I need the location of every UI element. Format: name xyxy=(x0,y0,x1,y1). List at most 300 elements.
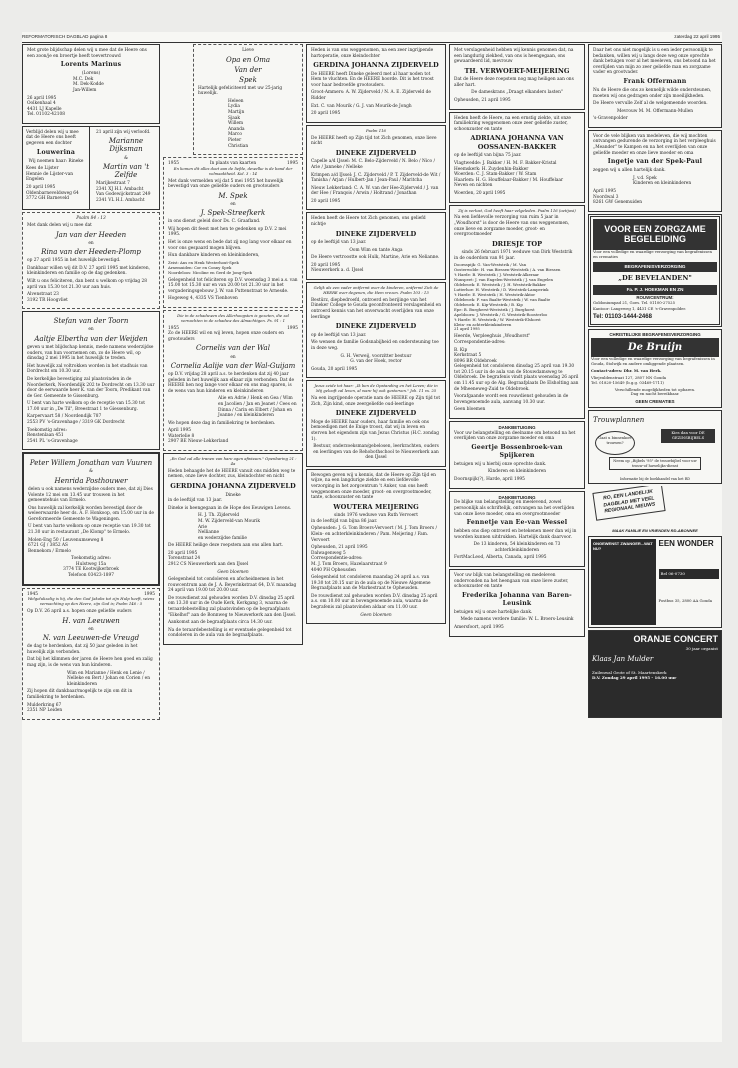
notice-header: In plaats van kaarten xyxy=(209,161,257,167)
thanks-wessel xyxy=(449,491,585,567)
notice-text: Wilt u ons feliciteren, dan bent u welkom op vrijdag 28 april van 15.30 tot 21.30 uur aan huis. xyxy=(27,279,148,290)
kid-name: Marco xyxy=(228,132,243,138)
notice-name: Louwerina xyxy=(36,148,76,156)
notice-date: 20 april 1995 xyxy=(311,262,341,268)
notice-amp: en xyxy=(230,354,236,360)
greeting-title: Van der xyxy=(234,65,262,74)
notice-verse: Zij is verlost, God heeft haar velgeleden. Psalm 116 (oetijosi) xyxy=(458,207,576,213)
year-end: 1995 xyxy=(287,325,298,331)
obituary-dineke-uncle xyxy=(306,212,446,280)
notice-name: N. van Leeuwen-de Vreugd xyxy=(42,634,140,643)
address-line: Tel. 01102-42108 xyxy=(27,112,65,118)
family-line: Klein- en achterkleinkinderen xyxy=(454,321,512,327)
thanks-spek-paul xyxy=(588,130,722,212)
ad-headline: ONGEWENST ZWANGER...WAT NU? xyxy=(591,539,656,625)
notice-subname: (Lorens) xyxy=(81,71,101,77)
family-line: Zeist: Ans en Henk Westerhout-Spek xyxy=(168,259,239,265)
ad-text: MAAK FAMILIE EN VRIENDEN RD-ABONNEE xyxy=(612,527,698,533)
children-list: Wim en Marianne / Henk en Lenie / Nelleke en Bert / Johan en Corien / en kleinkinderen xyxy=(67,670,150,687)
ad-callout xyxy=(609,457,701,470)
notice-intro: Bestürz, diepbedroefd, ontroerd en berijinge van het Dineker College te Gouda geconfronteerd verslagenheid en ontroerd kennis van het onverwacht overlijden van onze leerlinge xyxy=(311,297,441,320)
family-line: Epe: B. Burgherst-Weststrik / J. Burghorst xyxy=(454,306,535,312)
family-line: Krimpen a/d IJssel: J. C. Zijderveld / P. T. Zijderveld-de Wit / Tanisha / Arjan / Hulbert-Jan / Jean-Paul / Maritcha xyxy=(311,172,441,184)
address-line: Toekomstig adres: xyxy=(27,427,67,433)
notice-verse: Psalm 116 xyxy=(366,127,386,133)
address-line: 3192 TR Hoogvliet xyxy=(27,297,68,303)
kid-name: Sjaak xyxy=(228,115,241,121)
bible-box xyxy=(661,429,715,443)
ad-title: Trouwplannen xyxy=(593,416,645,425)
notice-name: M. Spek xyxy=(218,191,248,200)
notice-name: DINEKE ZIJDERVELD xyxy=(335,148,417,157)
family-line: M. W. Zijderveld-van Mourik xyxy=(198,518,261,524)
address-line: Hogeweg 4, 4335 VS Tienhoven xyxy=(168,296,238,302)
family-line: Oldebroek: E. Weststrik / J. H. Weststrik-Bakker xyxy=(454,282,546,288)
notice-name: Cornelia Aalije van der Wal-Guijam xyxy=(170,362,296,371)
notice-date: Heerde, Verpleeghuis „Woudhorst" xyxy=(454,334,531,340)
family-line: Oldebroek: F. van Baalte-Weststrik / W. van Baalte xyxy=(454,296,551,302)
notice-date: April 1995 xyxy=(593,188,616,194)
page-header xyxy=(22,32,722,43)
kid-name: Martijn xyxy=(228,110,245,116)
address-line: Oolkenhaal 4 xyxy=(27,101,56,107)
newspaper-page xyxy=(22,32,722,1042)
notice-text: delen u ook namens wederzijdse ouders mee, dat zij Dies Volente 12 mei om 13.45 uur trouwen in het gemeentehuis van Ermelo. xyxy=(28,486,153,504)
address-line: Torenstraat 24 xyxy=(168,556,201,562)
address-line: Renstenlaan 451 xyxy=(27,433,64,439)
notice-date: 20 april 1995 xyxy=(168,550,198,556)
family-line: Arnemuiden: Cor en Conny Spek xyxy=(168,264,232,270)
parent-line: Hennie de Lijster-van Engelen xyxy=(26,171,74,183)
year-start: 1955 xyxy=(168,325,179,331)
ad-banner: VOOR EEN ZORGZAME BEGELEIDING xyxy=(593,219,717,251)
notice-amp: & xyxy=(124,155,128,161)
ad-bar: CHRISTELIJKE BEGRAFENISVERZORGING xyxy=(609,332,701,338)
address-line: 2341 VL H.I. Ambacht xyxy=(96,197,145,203)
notice-text: in de ouderdom van 91 jaar. xyxy=(454,255,516,261)
notice-text: zeggen wij u allen hartelijk dank. xyxy=(593,168,666,174)
notice-text: Gelegenheid tot condoleren maandag 24 april a.s. van 19.30 tot 20.15 uur in de aula op de Nieuwe Algemene Begraafplaats aan de Markestraat te Opheusden. xyxy=(311,575,431,592)
notice-date: Amersfoort, april 1995 xyxy=(454,625,504,631)
notice-name: Geertje Bossenbroek-van Spijkeren xyxy=(471,443,563,459)
notice-text: Gelegenheid tot feliciteren op D.V. woensdag 3 mei a.s. van 15.00 tot 15.30 uur en van 20.00 tot 21.30 uur in het vergaderingsgebouw J. W. van Puttenstraat te Arnesde. xyxy=(168,277,298,294)
ad-bevelanden xyxy=(588,214,722,327)
obituary-driesje xyxy=(449,205,585,419)
address-line: Toekomstig adres: xyxy=(71,556,111,562)
notice-verse: Gelijk als een vader ontfermt over de kinderen, ontfermt Zich de HEERE over degenen, die Hem vrezen. Psalm 103 : 13 xyxy=(313,285,439,295)
notice-text: De kerkelijke bevestiging zal plaatsvinden in de Noorderkerk, Noordendijk 202 te Dordrecht om 13.30 uur door de eerwaarde heer K. van der Toorn, Predikant van de Ger. Gemeente te Gissenburg. xyxy=(27,376,155,399)
anniversary-notice-heeden xyxy=(22,212,160,310)
family-line: Nieuw Lekkerland: C. A. W. van der Hee-Zijderveld / J. van der Hee / Franqois / Arwin / Holtrand / Jonathan xyxy=(311,185,439,197)
notice-name: Frederika Johanna van Baren-Leusink xyxy=(462,591,572,607)
ad-title: ORANJE CONCERT xyxy=(633,634,718,645)
notice-text: in de leeftijd van bijna 86 jaar. xyxy=(311,518,378,524)
notice-intro: Heden is van ons weggenomen, na een zeer ingrijpende hartoperatie, onze kleindochter xyxy=(311,48,434,59)
signatory: Kinderen en kleinkinderen xyxy=(633,181,692,187)
year-end: 1995 xyxy=(144,591,155,597)
address-line: Marijkestraat 7 xyxy=(96,181,130,187)
notice-text: We hopen deze dag in familiekring te herdenken. xyxy=(168,420,276,426)
address-line: Waterlelie 8 xyxy=(168,433,195,439)
notice-text: op 27 april 1955 in het huwelijk bevestigd. xyxy=(27,258,121,264)
column-5 xyxy=(588,44,722,1040)
address-line: 4040 PH Opheusden xyxy=(311,567,356,573)
notice-intro: Met verslagenheid hebben wij kennis genomen dat, na een langdurig ziekbed, van ons is heengegaan, ons gewaardeerd lid, mevrouw xyxy=(454,48,574,65)
family-line: 't Harde: B. Weststrik / J. Weststrik-Alkeraar xyxy=(454,272,539,278)
family-line: Nellianne xyxy=(198,530,220,536)
ad-stamp: RO, EEN LANDELIJK DAGBLAD MET VEEL REGIONAAL NIEUWS xyxy=(592,486,665,521)
birth-notice-marinus xyxy=(22,44,160,124)
anniversary-notice-spek xyxy=(163,157,303,308)
family-line: Heemskerk: H. Zuydenhin-Bakker xyxy=(454,166,529,172)
address-line: Alvenstraat 23 xyxy=(27,292,59,298)
notice-text: Na de teraardebestelling is er eventuele gelegenheid tot condoleren in de aula van de begraafplaats. xyxy=(168,627,292,639)
greeting-title: Opa en Oma xyxy=(225,55,271,64)
year-start: 1955 xyxy=(168,161,179,167)
notice-name: Ingetje van der Spek-Paul xyxy=(607,158,703,166)
family-line: Neven en nichten xyxy=(454,183,493,189)
ad-subhead: ROUWCENTRUM: xyxy=(636,294,674,300)
ad-bar: BEGRAFENISVERZORGING xyxy=(593,262,717,272)
family-line: 't Harde: E. Weststrik / H. Weststrik-Aktor xyxy=(454,292,536,297)
address-line: 3772 GH Barneveld xyxy=(26,196,70,202)
notice-text: betuigen wij u hierbij onze oprechte dank. xyxy=(454,461,547,467)
ad-logo: De Bruijn xyxy=(591,338,719,357)
notice-name: Peter Willem Jonathan van Vuuren xyxy=(29,459,153,468)
notice-name: DINEKE ZIJDERVELD xyxy=(335,229,417,238)
obituary-dineke-school xyxy=(306,282,446,378)
ad-text: Tel. 01820-15649 (b.g.g. 03469-1711) xyxy=(591,379,664,385)
notice-text: Gelegenheid tot condoleren en afscheidnemen in het rouwcentrum aan de J. A. Beyerinkstraat 64, D.V. maandag 24 april van 19.00 tot 20.00 uur. xyxy=(168,577,297,594)
notice-intro: Met dank delen wij u mee dat xyxy=(27,223,92,229)
kid-name: Willem xyxy=(228,121,244,127)
notice-text: Aankomst aan de begraafplaats circa 14.30 uur. xyxy=(168,620,273,626)
notice-name: TH. VERWOERT-MEIJERING xyxy=(464,66,570,75)
family-line: 't Harde: H. Weststrik / W. Weststrik-Elshorst xyxy=(454,316,541,322)
notice-intro: Op D.V. 26 april a.s. hopen onze geliefde ouders xyxy=(27,609,132,615)
ad-text: Contact-adres: Dhr. M. van Herk. xyxy=(591,367,662,373)
anniversary-notice-wal xyxy=(163,310,303,451)
ad-text: Voor een volledige en waardige verzorging van begrafenissen in Gouda, Stolwijk en andere omliggende plaatsen. xyxy=(591,355,715,366)
notice-intro: Verblijd delen wij u mee dat de Heere ons heeft gegeven een dochter xyxy=(26,129,79,146)
family-line: Apeldoorn: J. Weststrik / G. Weststrik-Roosterloo xyxy=(454,311,548,317)
ad-text: Vliejeuldenstraat 127, 2807 NN Gouda xyxy=(591,374,667,380)
notice-text: U bent van harte welkom op de receptie van 15.30 tot 17.00 uur in „De Til", Breestraat 1 te Giessenburg. xyxy=(27,401,146,412)
address-line: 8096 BR Oldebroek xyxy=(454,358,497,364)
column-2 xyxy=(163,44,303,1040)
family-line: Doornspijk: G. Van-Weststrik / M. Van xyxy=(454,262,527,268)
family-line: Ext. C. van Mourik / G. J. van Mourik-de Jongh xyxy=(311,103,412,109)
notice-name: WOUTERA MEIJERING xyxy=(333,502,419,511)
notice-verse: En komen dit alles doet aan de liefde, dewelke is de band der volmaaktheid. Kol. 3 : 14 xyxy=(173,165,293,176)
address-line: Oldenbarneveldsweg 64 xyxy=(26,190,79,196)
ad-phone: Bel 06-0730 xyxy=(659,569,720,578)
parent-line: Kees de Lijster xyxy=(26,166,59,172)
notice-date: Doornspijk(?), Harde, april 1995 xyxy=(454,477,525,483)
ad-text: Gaat u binnenkort trouwen? xyxy=(598,436,632,445)
notice-name: DINEKE ZIJDERVELD xyxy=(335,409,417,418)
no-flowers-note: Geen bloemen xyxy=(217,569,249,575)
notice-verse: „En God zal alle tranen van hare ogen afwissen." Openbaring 21 : 4a xyxy=(169,456,297,466)
thanks-title: DANKBETUIGING xyxy=(498,424,536,430)
notice-text: Zij hopen dit dankbaar/mogelijk te zijn om dit in familiekring te herdenken. xyxy=(27,689,133,700)
notice-date: Opheusden, 21 april 1995 xyxy=(454,98,511,104)
children-list: Alie en Adrie / Henk en Gea / Wim en Jacolien / Jan en Jeanet / Cees en Dinna / Carin en Elbert / Johan en Joanne / en kleinkinderen xyxy=(218,396,297,419)
notice-text: Dineke is heengegaan in de Hope des Eeuwigen Levens. xyxy=(168,505,292,511)
address-line: Mulderkring 67 xyxy=(27,702,62,708)
column-4 xyxy=(449,44,585,1040)
notice-name: ADRIANA JOHANNA VAN OOSSANEN-BAKKER xyxy=(470,134,564,151)
notice-intro: Voor uw blijk van belangstelling en medeleven ondervonden na het heengaan van onze lieve zuster, schoonzuster en tante xyxy=(454,573,569,590)
ad-text: Informatie bij de boekhandel van het RD xyxy=(620,476,690,481)
notice-text: in ons dienst geleid door Ds. C. Graafland. xyxy=(168,219,261,225)
address-line: 3774 TE Kootwijkerbroek xyxy=(63,567,119,573)
notice-text: Ons huwelijk zal kerkelijk worden bevestigd door de weleerwaarde heer ds. A. F. Honkoop, om 15.00 uur in de Gereformeerde Gemeente te Wageningen. xyxy=(28,505,154,522)
notice-name: Stefan van der Toorn xyxy=(53,317,129,326)
notice-intro: 21 april zijn wij verloofd. xyxy=(96,129,151,135)
ad-artist: Klaas Jan Mulder xyxy=(592,654,654,663)
notice-date: 26 april 1995 xyxy=(27,95,57,101)
signatory: Mede namens verdere familie: W. L. Broers-Leusink xyxy=(460,617,574,623)
notice-text: De HEERE heilige deze roepstem aan ons allen hart. xyxy=(168,543,284,549)
notice-amp: en xyxy=(88,626,94,632)
notice-name: DINEKE ZIJDERVELD xyxy=(335,322,417,331)
ad-title: EEN WONDER xyxy=(658,539,714,549)
notice-text: De Heere vervulle Zelf al de welgemeende woorden. xyxy=(593,101,708,107)
paper-name: REFORMATORISCH DAGBLAD pagina 8 xyxy=(22,34,108,39)
notice-amp: en xyxy=(230,201,236,207)
ad-text: Kantoor: Langeweg 1, 4431 CE 's-Gravenpolder. xyxy=(593,306,687,312)
ad-text: 30 jaar organist xyxy=(685,645,718,651)
notice-text: de dag te herdenken, dat zij 50 jaar geleden in het huwelijk zijn verbonden. xyxy=(27,644,138,655)
notice-intro: Zo de HEERE wil en wij leven, hopen onze ouders en grootouders xyxy=(168,331,284,342)
wedding-notice-toorn xyxy=(22,311,160,450)
signatory: Mevrouw M. M. Offermann-Mullen xyxy=(616,108,694,114)
family-line: Lutterhoe: H. Weststrik / D. Weststrik-Lamperink xyxy=(454,287,549,293)
notice-text: De HEERE heeft Dineke geleerd met al haar noden tot Hem te vluchten. En de HEERE hoorde. Dit is het troost voor haar bedroefde grootouders. xyxy=(311,71,434,88)
address-line: Molen-Eng 50 / Leuvenumseweg 8 xyxy=(28,537,104,543)
wedding-notice-peter xyxy=(22,452,160,585)
obituary-gerdina-parents xyxy=(163,453,303,645)
notice-date: Gouda, 20 april 1995 xyxy=(311,366,358,372)
address-line: Karpervaart 58 / Noordendijk 787 xyxy=(27,414,102,420)
kid-name: Heleen xyxy=(228,98,244,104)
notice-amp: en xyxy=(88,327,94,333)
notice-date: April 1995 xyxy=(168,428,191,434)
family-line: H. J. Th. Zijderveld xyxy=(198,513,240,519)
notice-date: 20 april 1995 xyxy=(311,198,341,204)
ad-trouwplannen xyxy=(588,410,722,484)
family-line: Oosterwolde: H. van Biessen-Weststrik / A. van Biessen xyxy=(454,267,561,273)
family-line: Haarlem: H. G. Houffelaar-Bakker / M. Houffelaar xyxy=(454,177,564,183)
notice-text: betuigen wij u onze hartelijke dank. xyxy=(454,609,533,615)
notice-intro: Bewogen geven wij u kennis, dat de Heere op Zijn tijd en wijze, na een langdurige ziekte en een liefdevolle verzorging in het zorgcentrum 't Anker, van ons heeft weggenomen onze moeder, groot- en overgrootmoeder, tante, schoonzuster en tante xyxy=(311,472,436,501)
ad-company: „DE BEVELANDEN" xyxy=(618,274,692,283)
notice-intro: Met grote blijdschap delen wij u mee dat de Heere ons een zoon/je en broertje heeft toevertrouwd xyxy=(27,48,147,59)
year-start: 1945 xyxy=(27,591,38,597)
ad-phone: Tel: 01103-1444-2468 xyxy=(593,314,652,321)
notice-text: Moge de HEERE haar ouders, haar familie en ook ons bemoedigen met de Enige troost, dat wij in leven en sterven het eigendom zijn van Jezus Christus (H.C. zondag 1). xyxy=(311,419,439,442)
notice-name: GERDINA JOHANNA ZIJDERVELD xyxy=(170,482,296,491)
family-line: Groot-Ammers: A. W. Zijderveld / N. A. E. Zijderveld de Ridder xyxy=(311,90,431,102)
notice-subname: sinds 26 februari 1971 weduwe van Dirk Weststrik xyxy=(461,250,573,256)
notice-amp: en xyxy=(88,240,94,246)
greeting-title: Spek xyxy=(239,75,257,84)
notice-intro: De blijke van belangstelling en meelevend, zowel persoonlijk als schriftelijk, ontvangen na het overlijden van onze lieve moeder, oma en overgrootmoeder xyxy=(454,500,575,517)
notice-text: Dat bij het klimmen der jaren de Heere hen goed en zalig mag zijn, is de wens van hun kinderen. xyxy=(27,657,153,669)
notice-name: Fennetje van Ee-van Wessel xyxy=(466,519,568,527)
address-line: Noordwal 3 xyxy=(593,194,619,200)
address-line: Telefoon 03423-1897 xyxy=(68,573,114,579)
notice-text: in de leeftijd van 13 jaar. xyxy=(168,498,223,504)
notice-subname: Dineke xyxy=(225,492,241,498)
notice-verse: Welgelukzalig is hij, die den God Jakobs tot zijn Hulp heeft, wiens verwachting op den Heere, zijn God is; Psalm 146 : 5 xyxy=(27,596,155,607)
notice-text: op de leeftijd van bijna 75 jaar. xyxy=(454,153,522,159)
notice-date: 20 april 1995 xyxy=(311,111,341,117)
signatory: G. van der Hoek, rector xyxy=(350,359,402,365)
notice-intro: De HEERE heeft op Zijn tijd tot Zich genomen, onze lieve nicht xyxy=(311,135,437,147)
no-flowers-note: Geen bloemen xyxy=(360,612,392,618)
notice-name: GERDINA JOHANNA ZIJDERVELD xyxy=(313,61,439,70)
birth-notice-louwerina xyxy=(23,127,90,209)
notice-intro: Met dank vermelden wij dat 5 mei 1955 het huwelijk bevestigd van onze geliefde ouders en grootouders xyxy=(168,178,284,190)
notice-text: De rouwdienst zal gehouden worden D.V. dinsdag 25 april a.s. om 10.00 uur in bovengenoemde aula, waarna de begrafenis zal plaatsvinden aldaar om 11.00 uur. xyxy=(311,593,438,610)
kid-name: Lydia xyxy=(228,104,240,110)
family-line: Noordeloos: Nicoline en Gerd de Jong-Spek xyxy=(168,269,252,275)
speech-bubble xyxy=(595,431,635,455)
parent-line: M. Dek-Kodde xyxy=(73,82,104,88)
signatory: J. v.d. Spek xyxy=(633,175,657,181)
notice-name: Frank Offermann xyxy=(623,77,687,85)
address-line: B. Kip xyxy=(454,347,468,353)
signatory: Bestuur, onderzoeksman/gebelosen, leerkrachten, ouders en leerlingen van de Rehobothschool te Nieuwerkerk aan den IJssel xyxy=(313,444,439,461)
ad-text: Postbus 35, 2800 AA Gouda xyxy=(658,597,712,603)
notice-intro: Na een liefdevolle verzorging van ruim 5 jaar in „Woudhorst" is door de Heere van ons weggenomen, onze lieve en zorgzame moeder, groot- en overgrootmoeder xyxy=(454,215,570,238)
family-line: Nunspeet: J. van Engelen-Weststrik / J. van Engelen xyxy=(454,277,553,283)
notice-text: De Heere vertroostte ook Hulk, Martine, Arie en Nelianne. xyxy=(311,255,440,261)
notice-text: op de leeftijd van 13 jaar. xyxy=(311,332,367,338)
signatory: G. H. Verweij, voorzitter bestuur xyxy=(340,353,412,359)
address-line: 2907 BE Nieuw-Lekkerland xyxy=(168,439,229,445)
notice-name: Marianne Dijksman xyxy=(108,137,144,154)
obituary-gerdina-grandparents xyxy=(306,44,446,123)
ad-de-bruijn xyxy=(588,329,722,408)
column-1 xyxy=(22,44,160,1040)
notice-subname: sinds 1976 weduwe van Ruth Vervoert xyxy=(334,513,418,519)
family-line: Woerden: C. J. Stam-Bakker / W. Stam xyxy=(454,172,537,178)
notice-intro: Voor uw belangstelling en deelname om betoond na het overlijden van onze zorgzame moeder en oma xyxy=(454,430,576,442)
notice-verse: Die in de schaduwen des Allerhoogsten is gezeten, die zal vernachten in de schaduw des Almachtigen. Ps. 91 : 1 xyxy=(177,312,289,323)
ad-text: Kies dan voor DE GEZINSBIJBELS xyxy=(671,430,705,440)
notice-text: geven u met blijdschap kennis, mede namens wederzijdse ouders, van hun voornemen om, zo de Heere wil, op dinsdag 2 mei 1995 in het huwelijk te treden. xyxy=(27,345,154,362)
ad-oranje-concert xyxy=(588,630,722,718)
notice-date: FortMacLeod, Alberta, Canada, april 1995 xyxy=(454,555,547,561)
address-line: 2553 PV 's-Gravenhage / 3319 GK Dordrecht xyxy=(27,419,125,425)
address-line: 2351 NP Leiden xyxy=(27,708,63,714)
family-line: Arie xyxy=(198,524,208,530)
notice-text: hebben ons diep ontroerd en betekenen meer dan wij in woorden kunnen uitdrukken. Hartelijk dank daarvoor. xyxy=(454,529,577,540)
kid-name: Christian xyxy=(228,143,249,149)
address-line: Correspondentie-adres: xyxy=(454,339,506,345)
parent-line: M.C. Dek xyxy=(73,76,94,82)
address-line: Gelegenheid tot condoleren dinsdag 25 april van 19.30 tot 20.15 uur in de aula van de Stouwdamsweg te Oldebroek. De begrafenis vindt plaats woensdag 26 april om 11.45 uur op de Alg. Begraafplaats De Elsholting aan de Mheeneweg-Zuid te Oldebroek. xyxy=(454,364,579,392)
notice-text: Wij hopen dit feest met hen te gedenken op D.V. 2 mei 1995. xyxy=(168,226,287,238)
notice-intro: Daar het ons niet mogelijk is u een ieder persoonlijk te bedanken, willen wij u langs deze weg onze oprechte dank betuigen voor al het meeleven, ons betoond na het overlijden van mijn zo zeer geliefde man en zorgzame vader en grootvader. xyxy=(593,48,716,76)
notice-intro: Heden heeft de Heere, na een ernstig ziekte, uit onze familiekring weggenomen onze zeer geliefde zuster, schoonzuster en tante xyxy=(454,115,571,132)
address-line: 's-Gravenpolder xyxy=(593,116,628,122)
engagement-notice xyxy=(93,127,159,209)
birth-engagement-row xyxy=(22,126,160,210)
notice-verse: Jezus zeide tot haar: „Ik ben de Opstanding en het Leven; die in Mij gelooft zal leven, al ware hij ook gestorven." Joh. 11 vs. 25 xyxy=(314,383,438,394)
signatory: De dameskrans „Draagt elkanders lasten" xyxy=(471,90,563,96)
notice-name: Martin van 't Zelfde xyxy=(102,163,150,180)
ad-bar: Fa. P. J. HOEKMAN EN ZN xyxy=(593,285,717,295)
page-date: zaterdag 22 april 1995 xyxy=(674,34,720,39)
greeting-head: Lieve xyxy=(242,48,254,53)
family-line: Oom Wim en tante Anga xyxy=(349,247,403,253)
notice-name: DRIESJE TOP xyxy=(491,239,543,248)
obituary-dineke-rehoboth xyxy=(306,380,446,467)
thanks-frederika xyxy=(449,569,585,637)
address-line: 4431 LJ Kapelle xyxy=(27,106,62,112)
ad-text: Zuilenwal Grote of St. Maartenskerk xyxy=(592,670,667,676)
greeting-opa-oma xyxy=(193,44,303,155)
notice-text: op de leeftijd van 13 jaar. xyxy=(311,240,367,246)
obituary-verwoert xyxy=(449,44,585,110)
notice-name: Cornelis van der Wal xyxy=(196,344,270,353)
notice-name: Jan van der Heeden xyxy=(55,230,127,239)
year-end: 1995 xyxy=(287,161,298,167)
family-line: Oldebroek: E. Kip-Weststrik / B. Kip xyxy=(454,301,523,307)
family-line: Opheusden: J. G. Tom Broers-Vervoert / M. J. Tom Broers / Klein- en achterkleinkinderen / Pam. Meijering / Fam. Vervoert xyxy=(311,526,437,543)
address-line: Van Godewijckstraat 249 xyxy=(96,192,151,198)
notice-date: Opheusden, 21 april 1995 xyxy=(311,545,368,551)
notice-intro: Heden heeft de Heere tot Zich genomen, ons geliefd nichtje xyxy=(311,216,426,228)
family-line: en wederzijdse familie xyxy=(198,535,247,541)
address-line: 2912 CS Nieuwerkerk aan den IJssel xyxy=(168,561,249,567)
notice-name: H. van Leeuwen xyxy=(62,616,120,625)
obituary-adriana xyxy=(449,112,585,203)
ad-text: Neem op „Bijbels '95" de trouwbijbel voor uw trouw-of huwelijks-dienst xyxy=(613,459,697,468)
ad-text: Dag en nacht bereikbaar. xyxy=(630,391,680,397)
address-line: Hulstweg 15a xyxy=(75,561,107,567)
family-line: Capelle a/d IJssel: M. C. Belo-Zijderveld / N. Belo / Nico / Arie / Janneke / Nelleke xyxy=(311,159,435,170)
notice-name: J. Spek-Streefkerk xyxy=(200,209,266,218)
thanks-title: DANKBETUIGING xyxy=(498,494,536,500)
ad-right xyxy=(659,539,720,625)
signatory: Kinderen en kleinkinderen xyxy=(487,469,547,475)
notice-text: We wensen de familie Godsnabijheid en ondersteuning toe in deze weg. xyxy=(311,340,439,351)
notice-name: Aaltje Elbertha van der Weijden xyxy=(34,335,148,343)
thanks-spijkeren xyxy=(449,421,585,489)
notice-text: Voorafgaande wordt een rouwdienst gehouden in de bovengenoemde aula, aanvang 10.30 uur. xyxy=(454,394,569,405)
family-line: Vlagtwedde: J. Bakker / H. M. F. Bakker-Kristal xyxy=(454,161,557,167)
family-line: 21 april 1995 xyxy=(454,326,480,332)
notice-text: De rouwdienst zal gehouden worden D.V. dinsdag 25 april om 13.30 uur in de Oude Kerk, Kerkgang 3, waarna de teraardebestelling zal plaatsvinden op de begraafplaats "Eikelhof" aan de Bonnweg te Nieuwerkerk aan den IJssel. xyxy=(168,595,297,618)
address-line: 8261 GW Genemuiden xyxy=(593,200,643,206)
obituary-dineke-family xyxy=(306,125,446,211)
obituary-woutera xyxy=(306,469,446,624)
notice-name: Henrida Posthouwer xyxy=(54,476,128,485)
address-line: Bennekom / Ermelo xyxy=(28,548,71,554)
notice-intro: Voor de vele blijken van medeleven, die wij mochten ontvangen gedurende de verzorging in het verpleeghuis „Meander" te Kampen en na het overlijden van onze geliefde moeder en onze lieve moeder en oma xyxy=(593,133,716,156)
address-line: M. J. Tom Broers, Hazelaarstraat 9 xyxy=(311,561,387,567)
ad-text: Verschillende mogelijkheden tot opbaren. xyxy=(614,386,696,392)
address-line: Nieuwerkerk a. d. IJssel xyxy=(311,268,364,274)
parent-line: Jan-Willem xyxy=(73,87,97,93)
ad-dagblad xyxy=(588,486,722,534)
address-line: 2341 XJ H.I. Ambacht xyxy=(96,186,144,192)
